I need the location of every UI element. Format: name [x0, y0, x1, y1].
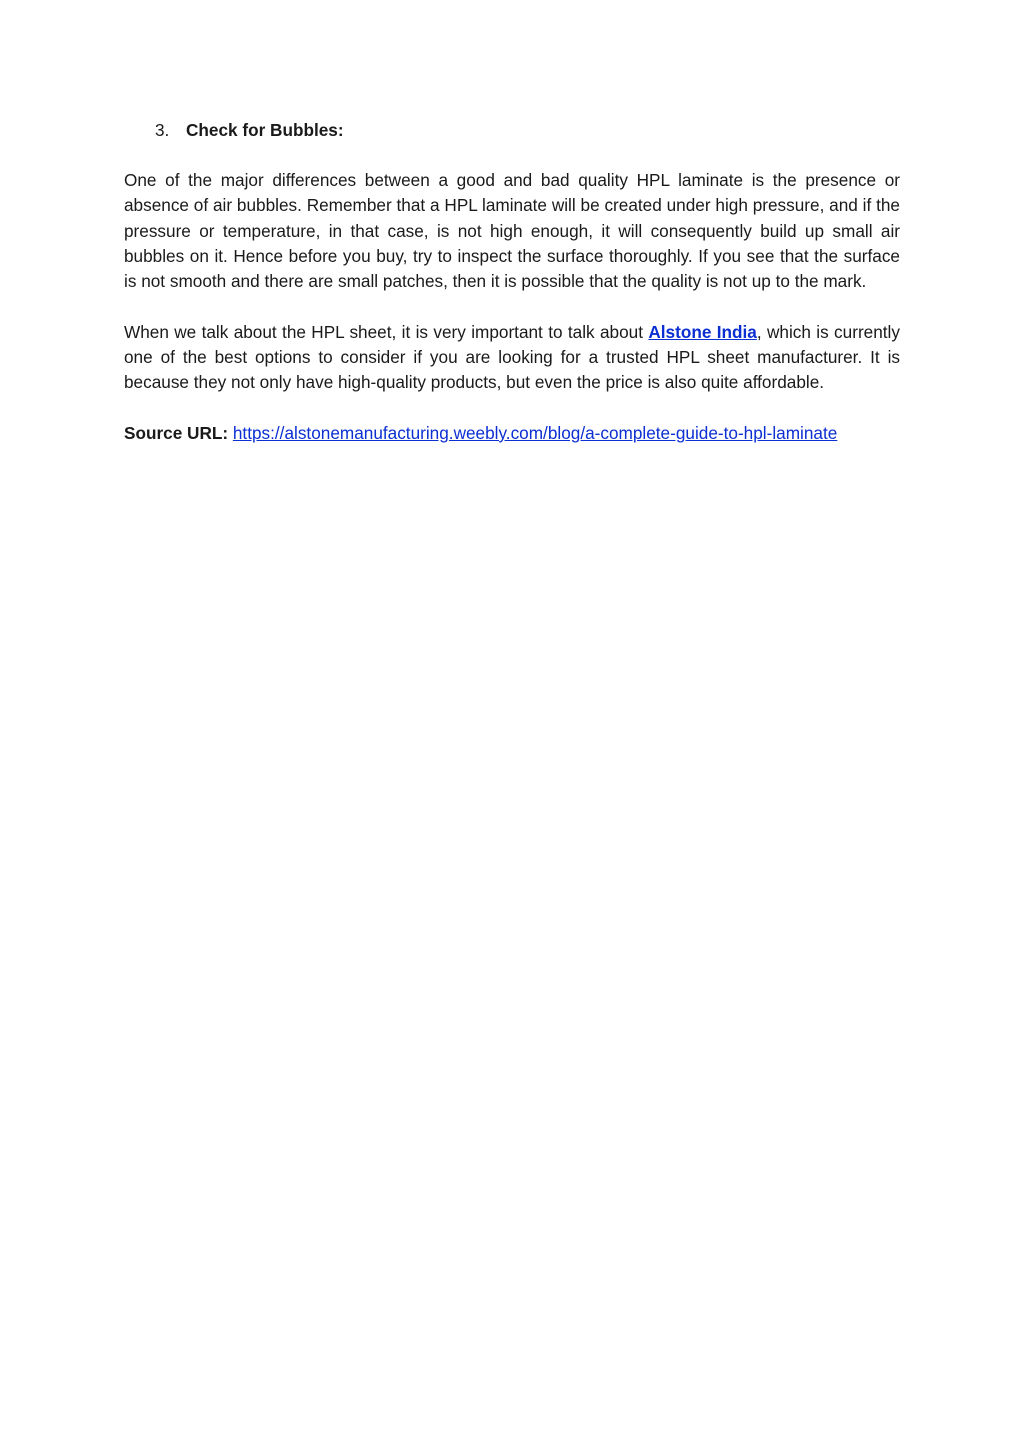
alstone-india-link[interactable]: Alstone India	[648, 321, 757, 342]
source-label: Source URL:	[124, 423, 229, 444]
bubbles-paragraph: One of the major differences between a good and bad quality HPL laminate is the presence or absence of air bubbles. Remember that a HPL laminate will be created under high pressure, and if the pressure or temperature, in that case, is not high enough, it will consequently build up small air bubbles on it. Hence before you buy, try to inspect the surface thoroughly. If you see that the surface is not smooth and there are small patches, then it is possible that the quality is not up to the mark.	[124, 170, 900, 292]
source-paragraph	[124, 421, 900, 446]
document-page	[124, 118, 900, 472]
section-heading: Check for Bubbles:	[186, 120, 344, 140]
source-section	[124, 421, 900, 446]
alstone-paragraph	[124, 320, 900, 396]
source-url-link[interactable]: https://alstonemanufacturing.weebly.com/blog/a-complete-guide-to-hpl-laminate	[232, 423, 838, 444]
alstone-text-before: When we talk about the HPL sheet, it is very important to talk about	[124, 321, 649, 342]
list-number: 3.	[155, 120, 170, 140]
alstone-text-after: , which is currently one of the best options to consider if you are looking for a trusted HPL sheet manufacturer. It is because they not only have high-quality products, but even the price is also quite affordable.	[124, 321, 900, 393]
numbered-list-item	[124, 118, 900, 143]
